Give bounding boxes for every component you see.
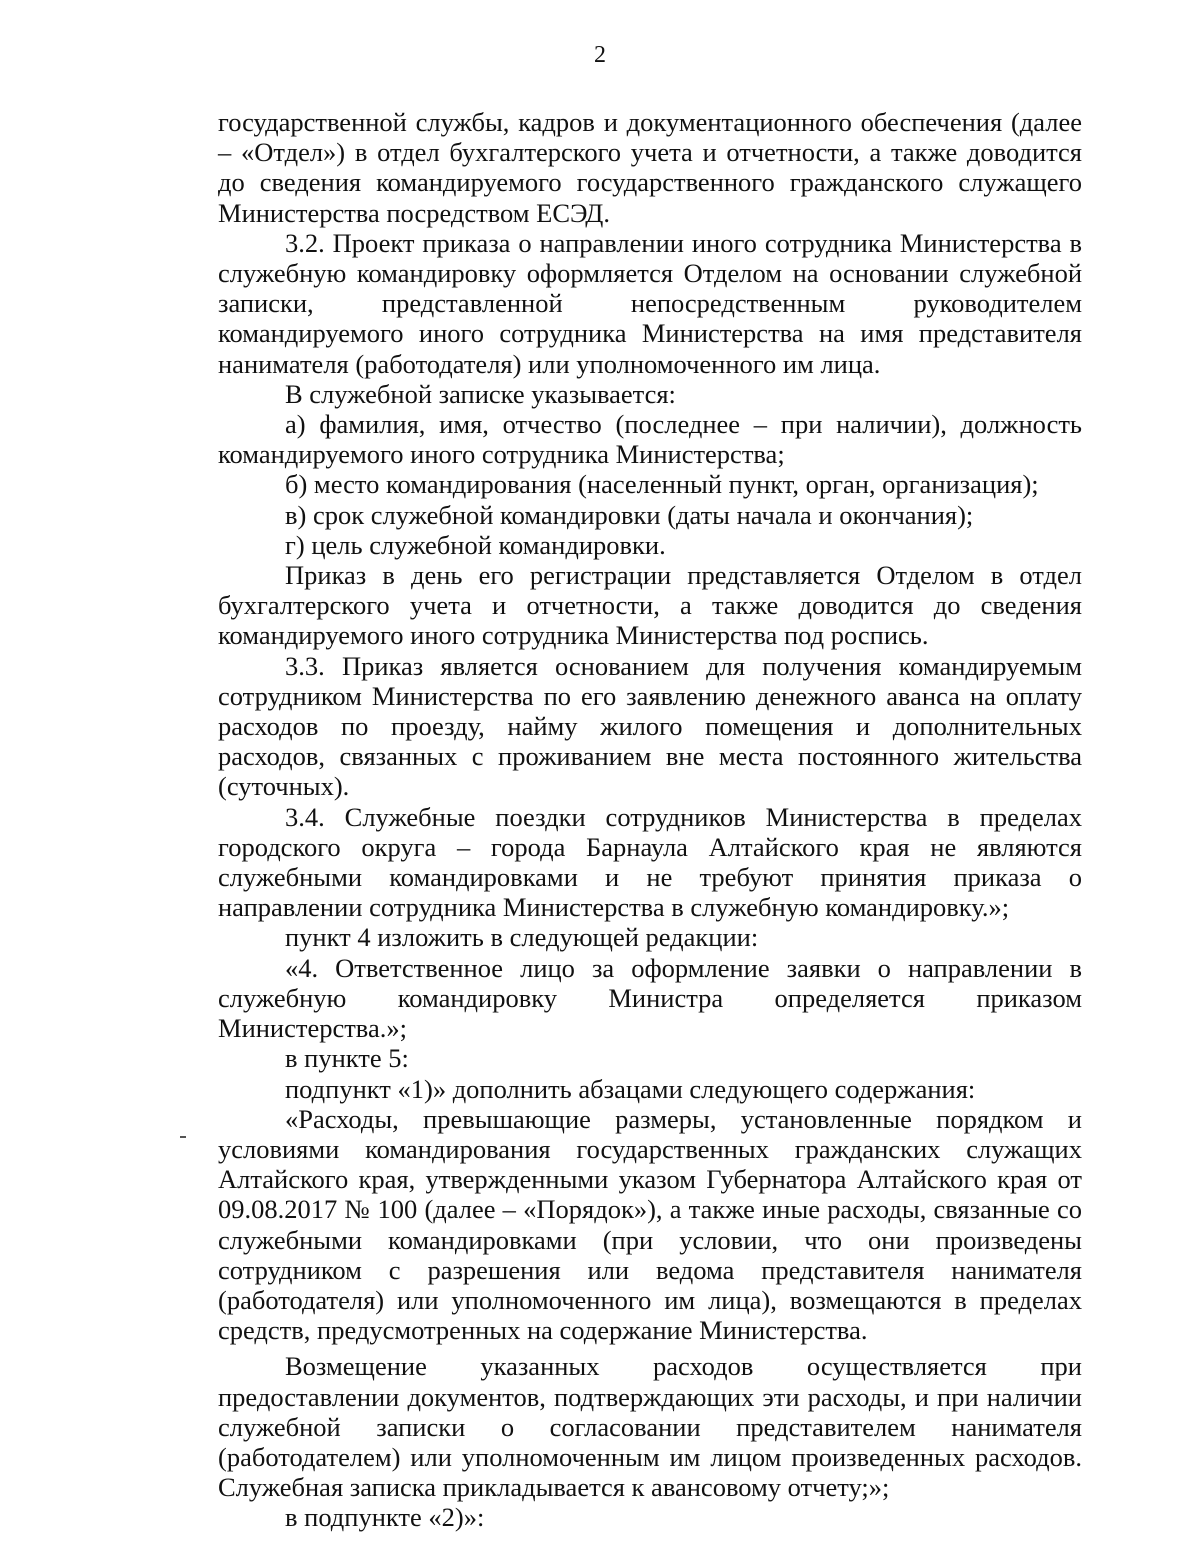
paragraph-subpoint-2-intro: в подпункте «2)»: bbox=[285, 1502, 485, 1533]
paragraph-3-2: 3.2. Проект приказа о направлении иного сотрудника Министерства в служебную командировку оформляется Отделом на основании служебной записки, представленной непосредственным руководителем командируемого иного сотрудника Министерства на имя представителя нанимателя (работодателя) или уполномоченного им лица. bbox=[218, 227, 1082, 379]
paragraph-expenses: «Расходы, превышающие размеры, установленные порядком и условиями командирования государственных гражданских служащих Алтайского края, утвержденными указом Губернатора Алтайского края от 09.08.2017 № 100 (далее – «Порядок»), а также иные расходы, связанные со служебными командировками (при условии, что они произведены сотрудником с разрешения или ведома представителя нанимателя (работодателя) или уполномоченного им лица), возмещаются в пределах средств, предусмотренных на содержание Министерства. bbox=[218, 1103, 1082, 1346]
paragraph-3-4: 3.4. Служебные поездки сотрудников Министерства в пределах городского округа – города Барнаула Алтайского края не являются служебными командировками и не требуют принятия приказа о направлении сотрудника Министерства в служебную командировку.»; bbox=[218, 801, 1082, 923]
paragraph-continuation: государственной службы, кадров и документационного обеспечения (далее – «Отдел») в отдел бухгалтерского учета и отчетности, а также доводится до сведения командируемого государственного гражданского служащего Министерства посредством ЕСЭД. bbox=[218, 107, 1082, 228]
paragraph-reimbursement: Возмещение указанных расходов осуществляется при предоставлении документов, подтверждающих эти расходы, и при наличии служебной записки о согласовании представителем нанимателя (работодателем) или уполномоченным им лицом произведенных расходов. Служебная записка прикладывается к авансовому отчету;»; bbox=[218, 1351, 1082, 1503]
paragraph-point-4: «4. Ответственное лицо за оформление заявки о направлении в служебную командировку Министра определяется приказом Министерства.»; bbox=[218, 952, 1082, 1044]
paragraph-note-intro: В служебной записке указывается: bbox=[285, 378, 676, 409]
paragraph-point-5-intro: в пункте 5: bbox=[285, 1043, 409, 1074]
paragraph-3-3: 3.3. Приказ является основанием для получения командируемым сотрудником Министерства по его заявлению денежного аванса на оплату расходов по проезду, найму жилого помещения и дополнительных расходов, связанных с проживанием вне места постоянного жительства (суточных). bbox=[218, 650, 1082, 802]
paragraph-order-registration: Приказ в день его регистрации представляется Отделом в отдел бухгалтерского учета и отчетности, а также доводится до сведения командируемого иного сотрудника Министерства под роспись. bbox=[218, 560, 1082, 651]
page-number: 2 bbox=[594, 42, 606, 68]
document-body bbox=[218, 107, 1082, 1533]
list-item-a: а) фамилия, имя, отчество (последнее – при наличии), должность командируемого иного сотрудника Министерства; bbox=[218, 409, 1082, 470]
paragraph-point-4-intro: пункт 4 изложить в следующей редакции: bbox=[285, 922, 759, 953]
paragraph-subpoint-1-intro: подпункт «1)» дополнить абзацами следующего содержания: bbox=[285, 1073, 976, 1104]
list-item-g: г) цель служебной командировки. bbox=[285, 529, 666, 560]
scan-mark bbox=[180, 1136, 186, 1138]
list-item-v: в) срок служебной командировки (даты начала и окончания); bbox=[285, 499, 974, 530]
list-item-b: б) место командирования (населенный пункт, орган, организация); bbox=[285, 469, 1039, 500]
